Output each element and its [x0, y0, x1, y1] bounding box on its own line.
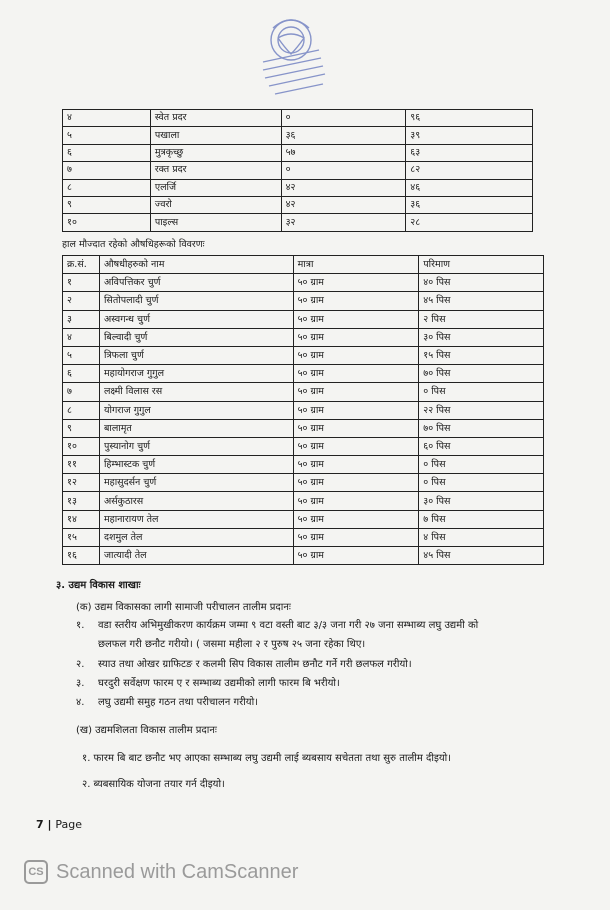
table-cell: १० — [63, 214, 151, 231]
table-row — [63, 547, 544, 565]
table-cell: १६ — [63, 547, 100, 565]
medicine-stock-table — [62, 255, 544, 565]
list-item — [76, 656, 412, 670]
table-cell: ५० ग्राम — [293, 528, 419, 546]
table-cell: ० — [281, 162, 406, 179]
table-cell: ३० पिस — [419, 328, 544, 346]
table-cell: ४२ — [281, 179, 406, 196]
table-cell: ३२ — [281, 214, 406, 231]
table-cell: २८ — [406, 214, 533, 231]
table-cell: ४६ — [406, 179, 533, 196]
table-cell: अर्सकुठारस — [99, 492, 293, 510]
office-seal-stamp — [243, 10, 337, 102]
table-cell: एलर्जि — [150, 179, 281, 196]
table-cell: १५ — [63, 528, 100, 546]
list-item — [76, 694, 258, 708]
table-cell: ५० ग्राम — [293, 365, 419, 383]
table-cell: ३६ — [406, 196, 533, 213]
table-cell: ९६ — [406, 110, 533, 127]
list-item-number: १. — [76, 620, 85, 631]
table-cell: सितोपलादी चुर्ण — [99, 292, 293, 310]
table-cell: १४ — [63, 510, 100, 528]
table-row — [63, 196, 533, 213]
table-cell: ११ — [63, 456, 100, 474]
table-cell: ज्वरो — [150, 196, 281, 213]
list-item-text: वडा स्तरीय अभिमुखीकरण कार्यक्रम जम्मा ९ वटा वस्ती बाट ३/३ जना गरी २७ जना सम्भाब्य लघु उद्यमी को — [98, 620, 479, 631]
table-cell: लक्ष्मी विलास रस — [99, 383, 293, 401]
list-item-number: २. — [76, 659, 85, 670]
page-number: 7 — [36, 818, 44, 831]
table-cell: ५० ग्राम — [293, 310, 419, 328]
table-cell: दशमुल तेल — [99, 528, 293, 546]
table-header-cell: औषधीहरुको नाम — [99, 256, 293, 274]
table-cell: ७ — [63, 383, 100, 401]
page-footer: 7 | Page — [36, 818, 82, 831]
table-cell: ४ — [63, 110, 151, 127]
table-cell: ६३ — [406, 144, 533, 161]
table-cell: ४५ पिस — [419, 292, 544, 310]
table-cell: ४ — [63, 328, 100, 346]
table-cell: महानारायण तेल — [99, 510, 293, 528]
section-heading: ३. उद्यम विकास शाखाः — [56, 580, 141, 591]
table-cell: २ पिस — [419, 310, 544, 328]
list-item: २. ब्यबसायिक योजना तयार गर्न दीइयो। — [82, 779, 225, 790]
table-cell: ५० ग्राम — [293, 437, 419, 455]
table-cell: जात्यादी तेल — [99, 547, 293, 565]
table-row — [63, 492, 544, 510]
table-row — [63, 456, 544, 474]
table-header-cell: मात्रा — [293, 256, 419, 274]
table-cell: ८ — [63, 401, 100, 419]
table-cell: योगराज गुगुल — [99, 401, 293, 419]
subsection-a-heading: (क) उद्यम विकासका लागी सामाजी परीचालन तालीम प्रदानः — [76, 602, 291, 613]
table-cell: ५० ग्राम — [293, 419, 419, 437]
table-cell: ५० ग्राम — [293, 510, 419, 528]
table-cell: महासुदर्सन चुर्ण — [99, 474, 293, 492]
list-item-text: लघु उद्यमी समुह गठन तथा परीचालन गरीयो। — [98, 697, 258, 708]
table-cell: बिल्वादी चुर्ण — [99, 328, 293, 346]
table-row — [63, 179, 533, 196]
table-row — [63, 528, 544, 546]
table-row — [63, 419, 544, 437]
table-row — [63, 328, 544, 346]
table-cell: पुस्यानोग चुर्ण — [99, 437, 293, 455]
table-cell: १३ — [63, 492, 100, 510]
table-cell: ३९ — [406, 127, 533, 144]
table-cell: ५७ — [281, 144, 406, 161]
table-row — [63, 510, 544, 528]
table-row — [63, 162, 533, 179]
table-row — [63, 214, 533, 231]
table-cell: पखाला — [150, 127, 281, 144]
table-cell: ४ पिस — [419, 528, 544, 546]
table-row — [63, 310, 544, 328]
table-row — [63, 110, 533, 127]
table-row — [63, 346, 544, 364]
table-cell: १२ — [63, 474, 100, 492]
table-row — [63, 401, 544, 419]
table-cell: बालामृत — [99, 419, 293, 437]
table-cell: ० पिस — [419, 474, 544, 492]
list-item — [76, 675, 340, 689]
table-cell: ३० पिस — [419, 492, 544, 510]
table-cell: ५० ग्राम — [293, 456, 419, 474]
table-cell: ५ — [63, 346, 100, 364]
table-cell: १० — [63, 437, 100, 455]
table-header-cell: परिमाण — [419, 256, 544, 274]
table-cell: ० — [281, 110, 406, 127]
table-cell: ६ — [63, 144, 151, 161]
table-cell: ५ — [63, 127, 151, 144]
list-item — [76, 636, 365, 650]
table-cell: ७ — [63, 162, 151, 179]
table-cell: ५० ग्राम — [293, 292, 419, 310]
stock-caption: हाल मौज्दात रहेको औषधिहरूको विवरणः — [62, 239, 205, 250]
list-item-number: ३. — [76, 678, 85, 689]
table-cell: त्रिफला चुर्ण — [99, 346, 293, 364]
table-cell: अविपत्तिकर चुर्ण — [99, 274, 293, 292]
list-item-text: घरदुरी सर्वेक्षण फारम ए र सम्भाब्य उद्यमीको लागी फारम बि भरीयो। — [98, 678, 340, 689]
table-row — [63, 274, 544, 292]
list-item — [76, 617, 478, 631]
table-cell: ० पिस — [419, 456, 544, 474]
table-header-row — [63, 256, 544, 274]
table-row — [63, 144, 533, 161]
table-cell: ४५ पिस — [419, 547, 544, 565]
table-cell: २२ पिस — [419, 401, 544, 419]
table-cell: मुत्रकृच्छु — [150, 144, 281, 161]
list-item-text: छलफल गरी छनौट गरीयो। ( जसमा महीला २ र पुरुष २५ जना रहेका थिए। — [98, 639, 366, 650]
table-cell: ७० पिस — [419, 419, 544, 437]
table-cell: रक्त प्रदर — [150, 162, 281, 179]
list-item: १. फारम बि बाट छनौट भए आएका सम्भाब्य लघु उद्यमी लाई ब्यबसाय सचेतता तथा सुरु तालीम दीइयो। — [82, 753, 452, 764]
table-cell: ७ पिस — [419, 510, 544, 528]
table-cell: ३ — [63, 310, 100, 328]
table-cell: ५० ग्राम — [293, 492, 419, 510]
table-cell: ५० ग्राम — [293, 401, 419, 419]
page-label: Page — [55, 818, 82, 831]
table-cell: ० पिस — [419, 383, 544, 401]
table-cell: ८ — [63, 179, 151, 196]
table-cell: ४० पिस — [419, 274, 544, 292]
table-cell: हिम्भास्टक चुर्ण — [99, 456, 293, 474]
list-item-number: ४. — [76, 697, 85, 708]
table-cell: ५० ग्राम — [293, 383, 419, 401]
table-cell: ३६ — [281, 127, 406, 144]
table-cell: पाइल्स — [150, 214, 281, 231]
table-row — [63, 474, 544, 492]
table-cell: ६० पिस — [419, 437, 544, 455]
table-cell: ५० ग्राम — [293, 274, 419, 292]
table-row — [63, 127, 533, 144]
table-cell: ५० ग्राम — [293, 346, 419, 364]
symptoms-table — [62, 109, 533, 232]
table-cell: ६ — [63, 365, 100, 383]
table-cell: ५० ग्राम — [293, 547, 419, 565]
table-cell: १ — [63, 274, 100, 292]
table-cell: ५० ग्राम — [293, 328, 419, 346]
table-cell: महायोगराज गुगुल — [99, 365, 293, 383]
table-cell: ८२ — [406, 162, 533, 179]
camscanner-watermark — [24, 860, 298, 884]
table-header-cell: क्र.सं. — [63, 256, 100, 274]
table-cell: ९ — [63, 196, 151, 213]
table-cell: अस्वगन्ध चुर्ण — [99, 310, 293, 328]
camscanner-text: Scanned with CamScanner — [56, 860, 299, 883]
table-cell: ४२ — [281, 196, 406, 213]
table-cell: ९ — [63, 419, 100, 437]
table-row — [63, 383, 544, 401]
table-cell: स्वेत प्रदर — [150, 110, 281, 127]
table-row — [63, 365, 544, 383]
subsection-b-heading: (ख) उद्यमशिलता विकास तालीम प्रदानः — [76, 725, 217, 736]
table-cell: ५० ग्राम — [293, 474, 419, 492]
table-cell: ७० पिस — [419, 365, 544, 383]
camscanner-logo-icon: CS — [24, 860, 48, 884]
table-cell: २ — [63, 292, 100, 310]
table-row — [63, 437, 544, 455]
table-row — [63, 292, 544, 310]
table-cell: १५ पिस — [419, 346, 544, 364]
list-item-text: स्याउ तथा ओखर ग्राफिटङ र कलमी सिप विकास तालीम छनौट गर्ने गरी छलफल गरीयो। — [98, 659, 412, 670]
